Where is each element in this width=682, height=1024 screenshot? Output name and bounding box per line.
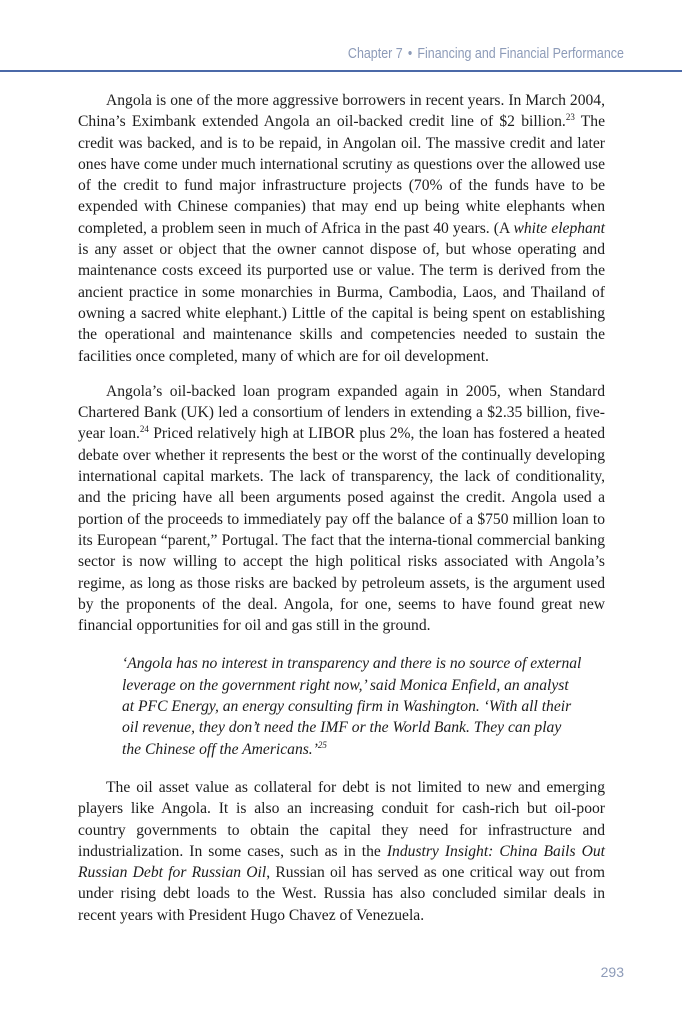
paragraph-oil-collateral [78,777,605,926]
block-quote [122,653,583,759]
paragraph-text: Priced relatively high at LIBOR plus 2%, the loan has fostered a heated debate over whether it represents the best or the worst of the continually developing international capital markets. The lack of transparency, the lack of conditionality, and the pricing have all been arguments posed against the credit. Angola used a portion of the proceeds to immediately pay off the balance of a $750 million loan to its European “parent,” Portugal. The fact that the interna-tional commercial banking sector is now willing to accept the high political risks associated with Angola’s regime, as long as those risks are backed by petroleum assets, is the argument used by the proponents of the deal. Angola, for one, seems to have found great new financial opportunities for oil and gas still in the ground. [78,425,605,635]
footnote-ref-25: 25 [317,739,327,750]
emphasis-white-elephant: white elephant [513,219,605,237]
paragraph-text: The oil asset value as collateral for debt is not limited to new and emerging players like Angola. It is also an increasing conduit for cash-rich but oil-poor country governments to obtain the capital they need for infrastructure and industrialization. In some cases, such as in the [78,778,605,860]
body-text [78,90,605,926]
paragraph-text: Angola’s oil-backed loan program expanded again in 2005, when Standard Chartered Bank (UK) led a consortium of lenders in extending a $2.35 billion, five-year loan. [78,382,605,443]
header-rule [0,70,682,72]
header-separator: • [407,46,413,62]
chapter-label: Chapter 7 [347,46,403,62]
running-head [348,46,624,62]
paragraph-angola-credit [78,90,605,367]
paragraph-text: The credit was backed, and is to be repaid, in Angolan oil. The massive credit and later ones have come under much international scrutiny as questions over the allowed use of the credit to fund major infrastructure projects (70% of the funds have to be expended with Chinese companies) that may end up being white elephants when completed, a problem seen in much of Africa in the past 40 years. (A [78,113,605,237]
footnote-ref-24: 24 [139,424,149,435]
quote-text: ‘Angola has no interest in transparency and there is no source of external leverage on the government right now,’ said Monica Enfield, an analyst at PFC Energy, an energy consulting firm in Washington. ‘With all their oil revenue, they don’t need the IMF or the World Bank. They can play the Chinese off the Americans.’ [122,655,582,758]
page-number: 293 [600,964,624,980]
paragraph-text: Angola is one of the more aggressive borrowers in recent years. In March 2004, China’s Eximbank extended Angola an oil-backed credit line of $2 billion. [78,92,605,131]
emphasis-industry-insight: Industry Insight: China Bails Out Russian Debt for Russian Oil [78,842,605,882]
footnote-ref-23: 23 [565,112,575,123]
paragraph-text: , Russian oil has served as one critical way out from under rising debt loads to the West. Russia has also concluded similar deals in recent years with President Hugo Chavez of Venezuela. [78,864,605,924]
section-title: Financing and Financial Performance [417,46,624,62]
paragraph-text: is any asset or object that the owner cannot dispose of, but whose operating and maintenance costs exceed its purported use or value. The term is derived from the ancient practice in some monarchies in Burma, Cambodia, Laos, and Thailand of owning a sacred white elephant.) Little of the capital is being spent on establishing the operational and maintenance skills and competencies needed to sustain the facilities once completed, many of which are for oil development. [78,241,605,365]
paragraph-oil-backed-loan [78,381,605,637]
